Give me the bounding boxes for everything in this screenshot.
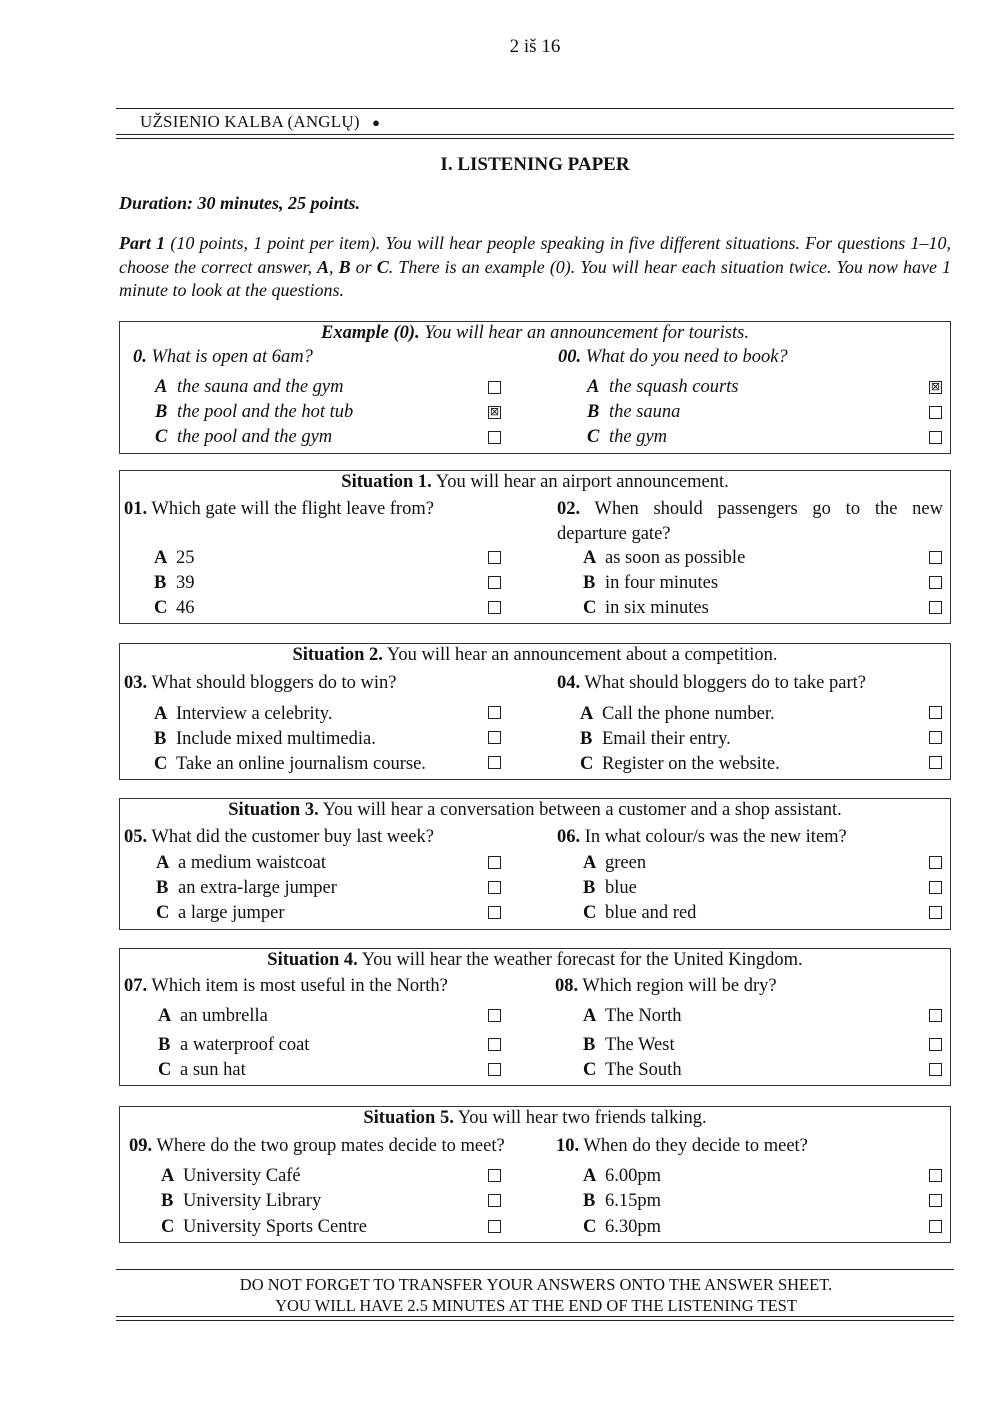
option-02-b — [583, 573, 718, 594]
checkbox-00-a[interactable]: ⊠ — [930, 380, 941, 393]
option-05-b — [156, 878, 337, 899]
checkbox-0-c[interactable] — [488, 431, 501, 444]
checkbox-03-b[interactable] — [488, 731, 501, 744]
checkbox-08-b[interactable] — [929, 1038, 942, 1051]
option-text: an umbrella — [180, 1006, 268, 1026]
option-letter: C — [156, 903, 170, 923]
checkbox-05-b[interactable] — [488, 881, 501, 894]
checkbox-05-a[interactable] — [488, 856, 501, 869]
option-letter: B — [154, 573, 167, 593]
page-number: 2 iš 16 — [509, 36, 561, 57]
option-00-c — [587, 427, 667, 448]
option-text: blue and red — [605, 903, 697, 923]
option-letter: A — [583, 548, 597, 568]
question-05 — [124, 825, 434, 850]
checkbox-01-a[interactable] — [488, 551, 501, 564]
letter-a: A — [317, 256, 330, 277]
checkbox-04-a[interactable] — [929, 706, 942, 719]
option-text: University Library — [183, 1191, 322, 1211]
situation-description: You will hear the weather forecast for the United Kingdom. — [357, 950, 803, 970]
option-text: The West — [605, 1035, 675, 1055]
option-10-b — [583, 1191, 661, 1212]
header-rule-bottom — [116, 134, 954, 135]
option-03-b — [154, 729, 376, 750]
situation-1-box — [119, 470, 951, 624]
question-0 — [133, 345, 313, 370]
option-letter: A — [154, 704, 168, 724]
footer-rule-bottom-thin — [116, 1320, 954, 1321]
option-letter: B — [158, 1035, 171, 1055]
instructions-text-end: . There is an example (0). You will hear each situation twice. You now have 1 minute to look at the questions. — [119, 256, 952, 300]
question-06 — [557, 825, 847, 850]
example-description: You will hear an announcement for tourists. — [419, 323, 749, 343]
question-text: When do they decide to meet? — [579, 1136, 808, 1156]
bullet-icon: ● — [372, 115, 381, 130]
option-05-c — [156, 903, 285, 924]
option-text: 6.15pm — [605, 1191, 662, 1211]
option-letter: C — [154, 598, 168, 618]
checkbox-10-c[interactable] — [929, 1220, 942, 1233]
header-rule-top — [116, 108, 954, 109]
checkbox-01-b[interactable] — [488, 576, 501, 589]
question-text: In what colour/s was the new item? — [580, 827, 847, 847]
option-text: the sauna — [609, 402, 681, 422]
question-text: Which gate will the flight leave from? — [147, 499, 434, 519]
option-03-a — [154, 704, 332, 725]
part-label: Part 1 — [119, 233, 166, 253]
situation-description: You will hear an airport announcement. — [431, 472, 729, 492]
checkbox-09-c[interactable] — [488, 1220, 501, 1233]
option-10-a — [583, 1166, 661, 1187]
option-letter: C — [583, 1060, 597, 1080]
option-text: the gym — [609, 427, 668, 447]
option-text: 46 — [176, 598, 195, 618]
example-box — [119, 321, 951, 454]
situation-4-box — [119, 948, 951, 1086]
footer-rule-top — [116, 1269, 954, 1270]
option-letter: B — [583, 573, 596, 593]
option-letter: A — [158, 1006, 172, 1026]
option-letter: B — [156, 878, 169, 898]
subject-label: UŽSIENIO KALBA (ANGLŲ) — [140, 112, 360, 131]
situation-heading: Situation 2. — [292, 645, 383, 665]
question-text: Where do the two group mates decide to meet? — [152, 1136, 505, 1156]
checkbox-09-b[interactable] — [488, 1194, 501, 1207]
option-09-a — [161, 1166, 301, 1187]
question-number: 10. — [556, 1136, 580, 1156]
option-letter: C — [161, 1217, 175, 1237]
situation-title — [120, 645, 950, 666]
question-02 — [557, 497, 943, 547]
situation-description: You will hear a conversation between a customer and a shop assistant. — [318, 800, 842, 820]
option-letter: B — [161, 1191, 174, 1211]
option-text: University Sports Centre — [183, 1217, 367, 1237]
situation-title — [120, 472, 950, 493]
option-01-b — [154, 573, 195, 594]
option-10-c — [583, 1217, 661, 1238]
situation-title — [120, 1108, 950, 1129]
checkbox-06-c[interactable] — [929, 906, 942, 919]
checkbox-07-c[interactable] — [488, 1063, 501, 1076]
option-04-c — [580, 754, 780, 775]
question-number: 0. — [133, 347, 147, 367]
duration-line: Duration: 30 minutes, 25 points. — [119, 193, 361, 213]
situation-heading: Situation 5. — [363, 1108, 454, 1128]
option-0-b — [155, 402, 353, 423]
option-09-b — [161, 1191, 321, 1212]
footer-line-1: DO NOT FORGET TO TRANSFER YOUR ANSWERS ONTO THE ANSWER SHEET. — [239, 1275, 833, 1294]
checkbox-00-b[interactable] — [929, 406, 942, 419]
option-letter: A — [583, 1006, 597, 1026]
letter-b: B — [338, 256, 351, 277]
option-letter: A — [161, 1166, 175, 1186]
checkbox-04-b[interactable] — [929, 731, 942, 744]
option-05-a — [156, 853, 326, 874]
footer-note — [116, 1274, 956, 1316]
option-text: in six minutes — [605, 598, 709, 618]
footer-line-2: YOU WILL HAVE 2.5 MINUTES AT THE END OF THE LISTENING TEST — [275, 1296, 797, 1315]
question-text: When should passengers go to the new departure gate? — [557, 499, 943, 544]
question-number: 08. — [555, 976, 579, 996]
checkbox-00-c[interactable] — [929, 431, 942, 444]
checkbox-06-a[interactable] — [929, 856, 942, 869]
situation-3-box — [119, 798, 951, 930]
option-text: the sauna and the gym — [177, 377, 344, 397]
question-number: 06. — [557, 827, 581, 847]
option-text: as soon as possible — [605, 548, 746, 568]
checkbox-04-c[interactable] — [929, 756, 942, 769]
situation-title — [120, 950, 950, 971]
checkbox-01-c[interactable] — [488, 601, 501, 614]
situation-heading: Situation 1. — [341, 472, 432, 492]
checkbox-10-b[interactable] — [929, 1194, 942, 1207]
option-letter: A — [154, 548, 168, 568]
part-instructions — [119, 232, 951, 303]
checkbox-05-c[interactable] — [488, 906, 501, 919]
option-letter: B — [155, 402, 168, 422]
option-01-c — [154, 598, 195, 619]
situation-5-box — [119, 1106, 951, 1243]
option-text: Email their entry. — [602, 729, 731, 749]
option-01-a — [154, 548, 195, 569]
paper-title: I. LISTENING PAPER — [440, 154, 630, 175]
option-letter: B — [580, 729, 593, 749]
question-text: Which region will be dry? — [578, 976, 777, 996]
question-text: What did the customer buy last week? — [147, 827, 434, 847]
option-text: green — [605, 853, 647, 873]
option-09-c — [161, 1217, 367, 1238]
option-0-a — [155, 377, 343, 398]
option-letter: C — [158, 1060, 172, 1080]
checkbox-08-a[interactable] — [929, 1009, 942, 1022]
checkbox-02-b[interactable] — [929, 576, 942, 589]
instructions-text: (10 points, 1 point per item). You will hear people speaking in five different situations. For questions 1–10, choose the correct answer, — [119, 233, 951, 277]
question-number: 04. — [557, 673, 581, 693]
question-text: Which item is most useful in the North? — [147, 976, 448, 996]
option-06-b — [583, 878, 637, 899]
option-08-c — [583, 1060, 682, 1081]
option-text: the pool and the hot tub — [177, 402, 354, 422]
option-07-c — [158, 1060, 246, 1081]
option-letter: C — [587, 427, 600, 447]
option-02-c — [583, 598, 709, 619]
option-letter: B — [583, 878, 596, 898]
option-text: the squash courts — [609, 377, 739, 397]
example-heading: Example (0). — [321, 323, 420, 343]
question-08 — [555, 974, 777, 999]
checkbox-0-b[interactable]: ⊠ — [489, 405, 500, 418]
option-letter: B — [583, 1191, 596, 1211]
example-title — [120, 323, 950, 344]
checkbox-03-a[interactable] — [488, 706, 501, 719]
question-text: What do you need to book? — [581, 347, 788, 367]
checkbox-02-c[interactable] — [929, 601, 942, 614]
option-letter: C — [154, 754, 168, 774]
option-04-b — [580, 729, 731, 750]
option-text: in four minutes — [605, 573, 719, 593]
question-04 — [557, 671, 866, 696]
question-text: What is open at 6am? — [146, 347, 313, 367]
option-text: The North — [605, 1006, 682, 1026]
option-08-a — [583, 1006, 682, 1027]
option-letter: B — [154, 729, 167, 749]
option-text: Register on the website. — [602, 754, 780, 774]
question-number: 01. — [124, 499, 148, 519]
question-number: 09. — [129, 1136, 153, 1156]
question-09 — [129, 1134, 505, 1159]
checkbox-06-b[interactable] — [929, 881, 942, 894]
subject-header — [140, 112, 380, 132]
question-number: 00. — [558, 347, 582, 367]
option-08-b — [583, 1035, 675, 1056]
option-letter: A — [587, 377, 600, 397]
question-07 — [124, 974, 448, 999]
question-number: 07. — [124, 976, 148, 996]
situation-heading: Situation 4. — [267, 950, 358, 970]
option-text: an extra-large jumper — [178, 878, 337, 898]
option-letter: A — [583, 1166, 597, 1186]
checkbox-07-b[interactable] — [488, 1038, 501, 1051]
option-text: University Café — [183, 1166, 301, 1186]
question-text: What should bloggers do to win? — [147, 673, 397, 693]
option-06-c — [583, 903, 696, 924]
checkbox-02-a[interactable] — [929, 551, 942, 564]
option-text: Take an online journalism course. — [176, 754, 426, 774]
separator: , — [329, 256, 339, 277]
situation-description: You will hear an announcement about a competition. — [382, 645, 778, 665]
option-02-a — [583, 548, 745, 569]
option-text: a sun hat — [180, 1060, 246, 1080]
option-letter: A — [583, 853, 597, 873]
option-text: Include mixed multimedia. — [176, 729, 376, 749]
option-text: 6.00pm — [605, 1166, 662, 1186]
option-letter: A — [155, 377, 168, 397]
situation-title — [120, 800, 950, 821]
question-10 — [556, 1134, 808, 1159]
checkbox-08-c[interactable] — [929, 1063, 942, 1076]
option-text: a medium waistcoat — [178, 853, 326, 873]
option-04-a — [580, 704, 775, 725]
situation-2-box — [119, 643, 951, 780]
header-rule-bottom-thin — [116, 138, 954, 139]
option-text: the pool and the gym — [177, 427, 333, 447]
option-06-a — [583, 853, 646, 874]
option-text: a waterproof coat — [180, 1035, 310, 1055]
question-number: 05. — [124, 827, 148, 847]
option-letter: C — [583, 903, 597, 923]
option-text: blue — [605, 878, 637, 898]
question-03 — [124, 671, 397, 696]
question-01 — [124, 497, 434, 522]
option-letter: C — [580, 754, 594, 774]
option-letter: B — [587, 402, 600, 422]
checkbox-10-a[interactable] — [929, 1169, 942, 1182]
separator-or: or — [350, 256, 377, 277]
question-00 — [558, 345, 788, 370]
option-letter: B — [583, 1035, 596, 1055]
option-00-a — [587, 377, 739, 398]
question-number: 02. — [557, 499, 581, 519]
option-letter: C — [583, 1217, 597, 1237]
question-text: What should bloggers do to take part? — [580, 673, 866, 693]
checkbox-03-c[interactable] — [488, 756, 501, 769]
option-text: Interview a celebrity. — [176, 704, 333, 724]
option-07-b — [158, 1035, 309, 1056]
option-text: 6.30pm — [605, 1217, 662, 1237]
option-text: a large jumper — [178, 903, 285, 923]
checkbox-09-a[interactable] — [488, 1169, 501, 1182]
option-letter: A — [156, 853, 170, 873]
option-text: 39 — [176, 573, 195, 593]
option-text: The South — [605, 1060, 682, 1080]
checkbox-0-a[interactable] — [488, 381, 501, 394]
situation-heading: Situation 3. — [228, 800, 319, 820]
option-00-b — [587, 402, 680, 423]
letter-c: C — [376, 256, 389, 277]
footer-rule-bottom — [116, 1316, 954, 1317]
question-number: 03. — [124, 673, 148, 693]
checkbox-07-a[interactable] — [488, 1009, 501, 1022]
option-text: 25 — [176, 548, 195, 568]
option-letter: C — [155, 427, 168, 447]
option-letter: A — [580, 704, 594, 724]
option-0-c — [155, 427, 332, 448]
option-07-a — [158, 1006, 268, 1027]
option-letter: C — [583, 598, 597, 618]
option-text: Call the phone number. — [602, 704, 775, 724]
option-03-c — [154, 754, 426, 775]
situation-description: You will hear two friends talking. — [453, 1108, 707, 1128]
